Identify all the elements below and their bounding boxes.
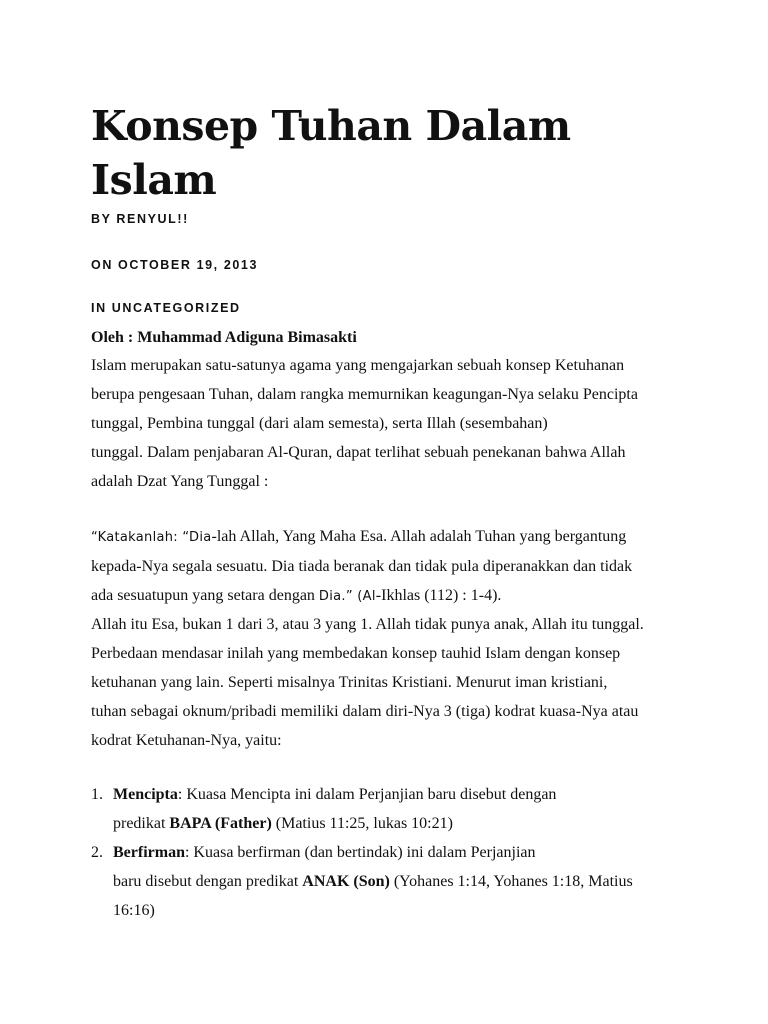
list-text: : Kuasa berfirman (dan bertindak) ini dalam Perjanjian xyxy=(184,844,536,861)
article-title: Konsep Tuhan Dalam Islam xyxy=(91,102,571,204)
list-number: 2. xyxy=(91,844,103,861)
intro-line: Islam merupakan satu-satunya agama yang mengajarkan sebuah konsep Ketuhanan xyxy=(91,357,625,374)
category-meta[interactable]: IN UNCATEGORIZED xyxy=(91,301,241,315)
list-text: (Matius 11:25, lukas 10:21) xyxy=(271,815,453,832)
list-term: Berfirman xyxy=(113,844,185,861)
list-text: baru disebut dengan predikat xyxy=(113,873,303,890)
intro-line: tunggal, Pembina tunggal (dari alam semesta), serta Illah (sesembahan) xyxy=(91,415,548,432)
quote-text: ada sesuatupun yang setara dengan xyxy=(91,587,319,604)
list-line: 16:16) xyxy=(113,902,155,919)
trinity-paragraph xyxy=(91,610,644,755)
quote-glyph: Dia.” (Al xyxy=(318,589,376,604)
byline: Oleh : Muhammad Adiguna Bimasakti xyxy=(91,329,357,346)
list-predicate: BAPA (Father) xyxy=(169,815,272,832)
intro-paragraph xyxy=(91,351,691,496)
intro-line: adalah Dzat Yang Tunggal : xyxy=(91,473,269,490)
quran-quote xyxy=(91,522,691,611)
list-item xyxy=(91,780,633,838)
intro-line: berupa pengesaan Tuhan, dalam rangka memurnikan keagungan-Nya selaku Pencipta xyxy=(91,386,638,403)
kodrat-list xyxy=(91,780,633,925)
quote-prefix: “Katakanlah: “Dia xyxy=(91,530,212,545)
quote-line xyxy=(91,522,691,552)
quote-text: -Ikhlas (112) : 1-4). xyxy=(375,587,502,604)
date-meta[interactable]: ON OCTOBER 19, 2013 xyxy=(91,258,259,272)
paragraph-line: Allah itu Esa, bukan 1 dari 3, atau 3 yang 1. Allah tidak punya anak, Allah itu tunggal. xyxy=(91,616,644,633)
list-line xyxy=(113,780,633,809)
author-meta[interactable]: BY RENYUL!! xyxy=(91,212,189,226)
list-number: 1. xyxy=(91,786,103,803)
paragraph-line: Perbedaan mendasar inilah yang membedakan konsep tauhid Islam dengan konsep xyxy=(91,645,621,662)
paragraph-line: ketuhanan yang lain. Seperti misalnya Trinitas Kristiani. Menurut iman kristiani, xyxy=(91,674,608,691)
list-predicate: ANAK (Son) xyxy=(302,873,390,890)
list-text: predikat xyxy=(113,815,170,832)
list-line xyxy=(113,838,633,867)
quote-line xyxy=(91,581,691,611)
paragraph-line: tuhan sebagai oknum/pribadi memiliki dalam diri-Nya 3 (tiga) kodrat kuasa-Nya atau xyxy=(91,703,639,720)
list-line xyxy=(113,867,633,896)
list-line xyxy=(113,809,633,838)
paragraph-line: kodrat Ketuhanan-Nya, yaitu: xyxy=(91,732,282,749)
list-text: (Yohanes 1:14, Yohanes 1:18, Matius xyxy=(389,873,633,890)
list-term: Mencipta xyxy=(113,786,178,803)
quote-line: kepada-Nya segala sesuatu. Dia tiada beranak dan tidak pula diperanakkan dan tidak xyxy=(91,558,633,575)
intro-line: tunggal. Dalam penjabaran Al-Quran, dapat terlihat sebuah penekanan bahwa Allah xyxy=(91,444,626,461)
list-item xyxy=(91,838,633,925)
list-text: : Kuasa Mencipta ini dalam Perjanjian baru disebut dengan xyxy=(177,786,557,803)
quote-text: -lah Allah, Yang Maha Esa. Allah adalah Tuhan yang bergantung xyxy=(211,528,627,545)
